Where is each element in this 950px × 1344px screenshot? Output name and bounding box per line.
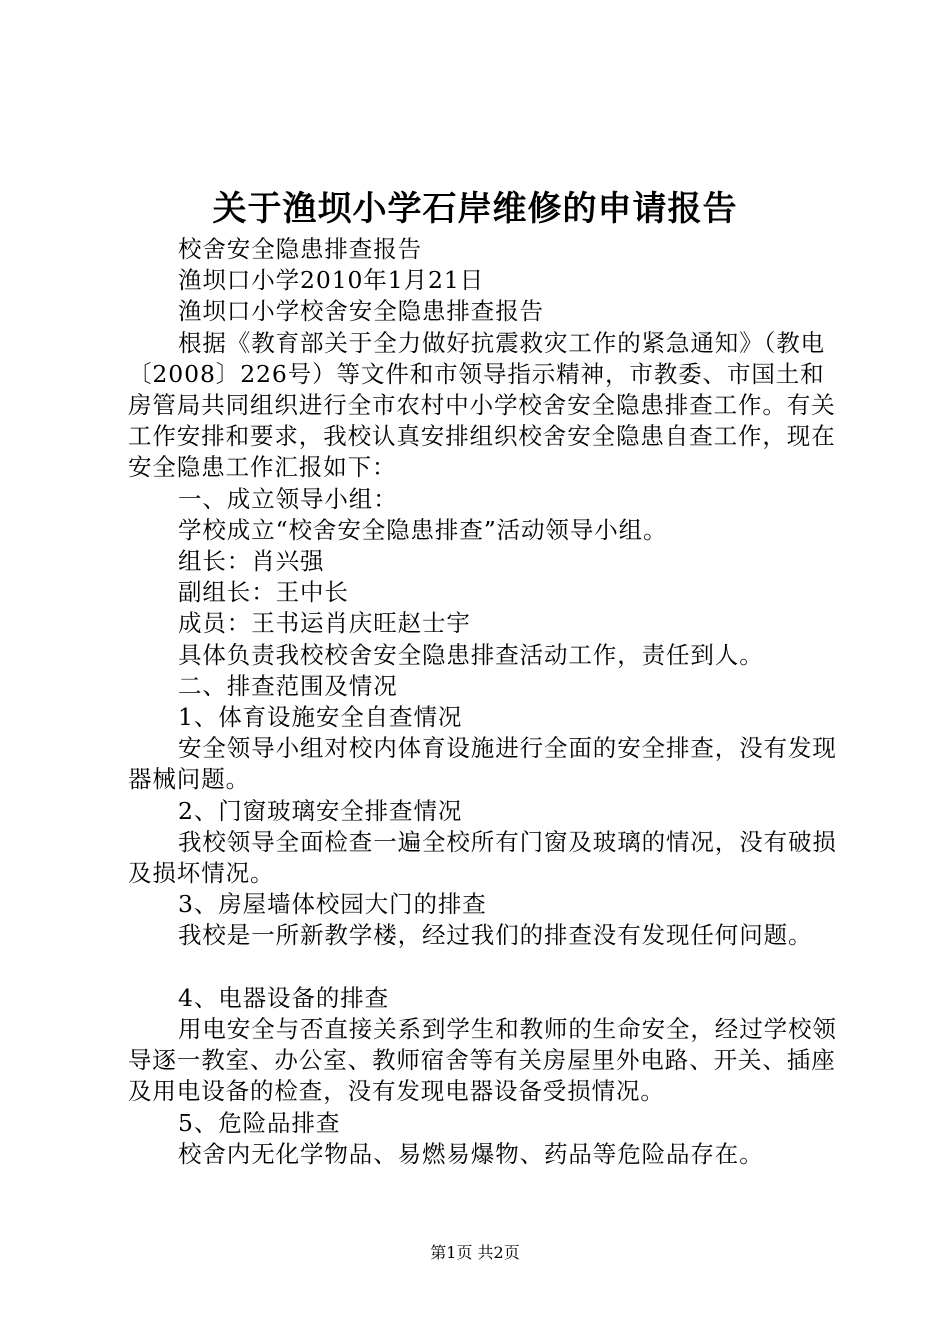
blank-line	[128, 952, 840, 983]
paragraph-date-line: 渔坝口小学2010年1月21日	[178, 266, 485, 295]
paragraph-item-1-body: 安全领导小组对校内体育设施进行全面的安全排查，没有发现器械问题。	[128, 734, 837, 794]
paragraph-section-one: 一、成立领导小组：	[178, 484, 398, 513]
page-footer: 第1页 共2页	[430, 1243, 520, 1262]
paragraph-item-5-body: 校舍内无化学物品、易燃易爆物、药品等危险品存在。	[178, 1139, 764, 1168]
paragraph-item-3-body: 我校是一所新教学楼，经过我们的排查没有发现任何问题。	[178, 921, 813, 950]
paragraph-members: 成员：王书运肖庆旺赵士宇	[178, 609, 471, 638]
paragraph-report-title: 渔坝口小学校舍安全隐患排查报告	[178, 297, 544, 326]
paragraph-section-two: 二、排查范围及情况	[178, 671, 398, 700]
paragraph-item-2-body: 我校领导全面检查一遍全校所有门窗及玻璃的情况，没有破损及损坏情况。	[128, 827, 837, 888]
paragraph-leadership-group: 学校成立“校舍安全隐患排查”活动领导小组。	[178, 515, 668, 544]
paragraph-group-leader: 组长：肖兴强	[178, 547, 325, 576]
paragraph-item-5-heading: 5、危险品排查	[178, 1108, 341, 1137]
document-title: 关于渔坝小学石岸维修的申请报告	[212, 189, 738, 229]
paragraph-item-4-body: 用电安全与否直接关系到学生和教师的生命安全，经过学校领导逐一教室、办公室、教师宿舍等有关房屋里外电路、开关、插座及用电设备的检查，没有发现电器设备受损情况。	[128, 1015, 837, 1106]
paragraph-item-2-heading: 2、门窗玻璃安全排查情况	[178, 796, 463, 825]
paragraph-item-3-heading: 3、房屋墙体校园大门的排查	[178, 890, 487, 919]
paragraph-intro: 根据《教育部关于全力做好抗震救灾工作的紧急通知》（教电〔2008〕226号）等文件和市领导指示精神，市教委、市国土和房管局共同组织进行全市农村中小学校舍安全隐患排查工作。有关工作安排和要求，我校认真安排组织校舍安全隐患自查工作，现在安全隐患工作汇报如下：	[128, 328, 836, 482]
paragraph-item-4-heading: 4、电器设备的排查	[178, 983, 390, 1012]
paragraph-item-1-heading: 1、体育设施安全自查情况	[178, 703, 463, 732]
document-body	[128, 234, 840, 1170]
paragraph-responsibility: 具体负责我校校舍安全隐患排查活动工作，责任到人。	[178, 640, 764, 669]
paragraph-deputy-leader: 副组长：王中长	[178, 578, 349, 607]
paragraph-heading-report: 校舍安全隐患排查报告	[178, 235, 422, 263]
